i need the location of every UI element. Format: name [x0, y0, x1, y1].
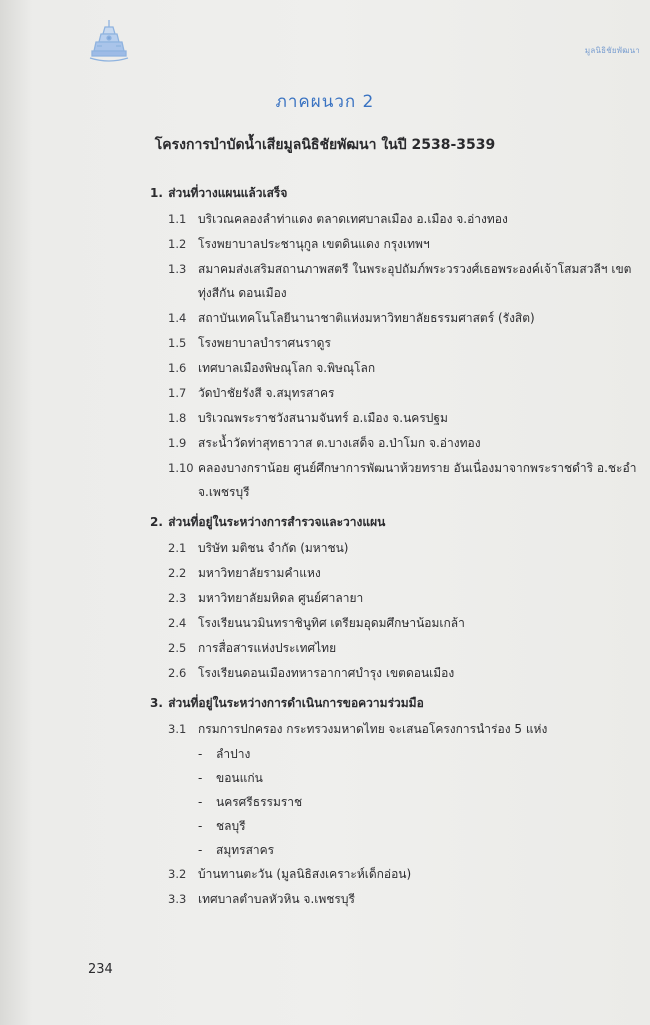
- sub-list-item: [150, 790, 640, 814]
- item-number: 1.2: [168, 237, 187, 251]
- dash-bullet: -: [198, 747, 203, 761]
- list-item: [150, 561, 640, 585]
- section-number: 2.: [150, 515, 163, 529]
- item-text: คลองบางกราน้อย ศูนย์ศึกษาการพัฒนาห้วยทราย อันเนื่องมาจากพระราชดำริ อ.ชะอำ จ.เพชรบุรี: [198, 461, 637, 499]
- section-label: ส่วนที่วางแผนแล้วเสร็จ: [168, 186, 288, 200]
- dash-bullet: -: [198, 843, 203, 857]
- sub-list-item: [150, 766, 640, 790]
- item-number: 1.8: [168, 411, 187, 425]
- list-item: [150, 381, 640, 405]
- page-number: 234: [88, 962, 113, 977]
- list-item: [150, 331, 640, 355]
- section-label: ส่วนที่อยู่ในระหว่างการดำเนินการขอความร่วมมือ: [168, 696, 424, 710]
- list-item: [150, 536, 640, 560]
- list-item: [150, 636, 640, 660]
- sub-item-text: สมุทรสาคร: [216, 843, 275, 857]
- item-number: 1.5: [168, 336, 187, 350]
- item-text: บริเวณคลองลำท่าแดง ตลาดเทศบาลเมือง อ.เมือง จ.อ่างทอง: [198, 212, 508, 226]
- item-number: 3.2: [168, 867, 187, 881]
- sub-list-item: [150, 742, 640, 766]
- item-number: 2.1: [168, 541, 187, 555]
- list-item: [150, 232, 640, 256]
- item-number: 3.1: [168, 722, 187, 736]
- list-item: [150, 661, 640, 685]
- item-text: มหาวิทยาลัยมหิดล ศูนย์ศาลายา: [198, 591, 364, 605]
- section-number: 3.: [150, 696, 163, 710]
- running-head: มูลนิธิชัยพัฒนา: [584, 46, 640, 55]
- item-number: 1.6: [168, 361, 187, 375]
- section-heading: [150, 181, 640, 205]
- section-heading: [150, 691, 640, 715]
- list-item: [150, 431, 640, 455]
- document-body: [150, 181, 640, 912]
- list-item: [150, 586, 640, 610]
- section-heading: [150, 510, 640, 534]
- item-number: 2.4: [168, 616, 187, 630]
- dash-bullet: -: [198, 771, 203, 785]
- item-text: บริษัท มติชน จำกัด (มหาชน): [198, 541, 349, 555]
- crown-emblem-icon: [88, 18, 130, 62]
- item-text: บ้านทานตะวัน (มูลนิธิสงเคราะห์เด็กอ่อน): [198, 867, 412, 881]
- item-number: 3.3: [168, 892, 187, 906]
- sub-list-item: [150, 838, 640, 862]
- dash-bullet: -: [198, 795, 203, 809]
- list-item: [150, 257, 640, 305]
- list-item: [150, 356, 640, 380]
- dash-bullet: -: [198, 819, 203, 833]
- appendix-label: ภาคผนวก 2: [275, 92, 375, 112]
- section-number: 1.: [150, 186, 163, 200]
- list-item: [150, 862, 640, 886]
- list-item: [150, 717, 640, 741]
- item-text: การสื่อสารแห่งประเทศไทย: [198, 641, 337, 655]
- item-number: 2.5: [168, 641, 187, 655]
- item-text: มหาวิทยาลัยรามคำแหง: [198, 566, 321, 580]
- item-text: เทศบาลเมืองพิษณุโลก จ.พิษณุโลก: [198, 361, 376, 375]
- item-text: โรงพยาบาลประชานุกูล เขตดินแดง กรุงเทพฯ: [198, 237, 430, 251]
- sub-item-text: ชลบุรี: [216, 819, 246, 833]
- sub-item-text: ขอนแก่น: [216, 771, 263, 785]
- sub-item-text: ลำปาง: [216, 747, 251, 761]
- list-item: [150, 306, 640, 330]
- list-item: [150, 611, 640, 635]
- item-number: 1.4: [168, 311, 187, 325]
- item-text: โรงเรียนดอนเมืองทหารอากาศบำรุง เขตดอนเมือง: [198, 666, 455, 680]
- item-number: 2.3: [168, 591, 187, 605]
- list-item: [150, 456, 640, 504]
- item-text: สมาคมส่งเสริมสถานภาพสตรี ในพระอุปถัมภ์พระวรวงศ์เธอพระองค์เจ้าโสมสวลีฯ เขตทุ่งสีกัน ดอนเมือง: [198, 262, 632, 300]
- item-text: กรมการปกครอง กระทรวงมหาดไทย จะเสนอโครงการนำร่อง 5 แห่ง: [198, 722, 548, 736]
- item-text: วัดป่าชัยรังสี จ.สมุทรสาคร: [198, 386, 335, 400]
- sub-list-item: [150, 814, 640, 838]
- item-text: สระน้ำวัดท่าสุทธาวาส ต.บางเสด็จ อ.ป่าโมก จ.อ่างทอง: [198, 436, 481, 450]
- item-text: สถาบันเทคโนโลยีนานาชาติแห่งมหาวิทยาลัยธรรมศาสตร์ (รังสิต): [198, 311, 535, 325]
- item-number: 2.2: [168, 566, 187, 580]
- item-number: 1.10: [168, 461, 194, 475]
- list-item: [150, 207, 640, 231]
- item-text: บริเวณพระราชวังสนามจันทร์ อ.เมือง จ.นครปฐม: [198, 411, 448, 425]
- item-number: 1.3: [168, 262, 187, 276]
- page-title: โครงการบำบัดน้ำเสียมูลนิธิชัยพัฒนา ในปี 2538-3539: [154, 137, 496, 153]
- section-label: ส่วนที่อยู่ในระหว่างการสำรวจและวางแผน: [168, 515, 386, 529]
- item-number: 1.7: [168, 386, 187, 400]
- item-number: 1.9: [168, 436, 187, 450]
- list-item: [150, 406, 640, 430]
- item-text: เทศบาลตำบลหัวหิน จ.เพชรบุรี: [198, 892, 355, 906]
- item-text: โรงเรียนนวมินทราชินูทิศ เตรียมอุดมศึกษาน้อมเกล้า: [198, 616, 465, 630]
- item-number: 2.6: [168, 666, 187, 680]
- item-number: 1.1: [168, 212, 187, 226]
- sub-item-text: นครศรีธรรมราช: [216, 795, 303, 809]
- item-text: โรงพยาบาลบำราศนราดูร: [198, 336, 331, 350]
- list-item: [150, 887, 640, 911]
